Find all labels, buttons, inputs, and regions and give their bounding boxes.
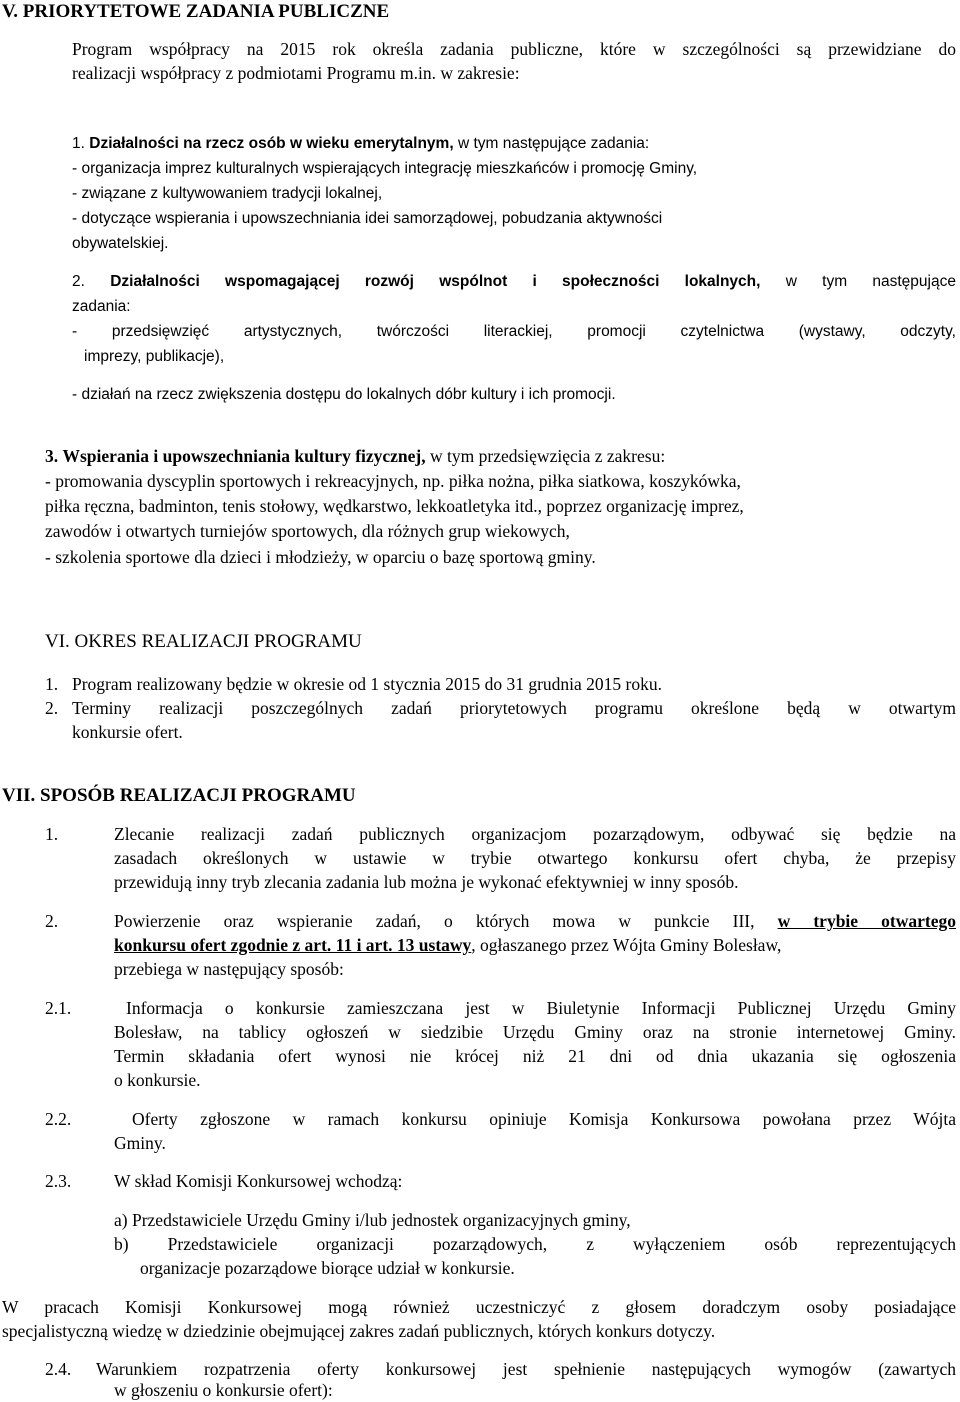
method-2-1-line4: o konkursie.	[114, 1070, 201, 1090]
task-2-title-line	[72, 270, 956, 294]
method-2-line3: przebiega w następujący sposób:	[114, 959, 344, 979]
method-2-number: 2.	[45, 911, 59, 931]
committee-member-a: a) Przedstawiciele Urzędu Gminy i/lub jednostek organizacyjnych gminy,	[114, 1210, 631, 1230]
task-3-title-rest: w tym przedsięwzięcia z zakresu:	[425, 446, 666, 466]
task-3-title-line	[45, 444, 665, 468]
task-2-title-rest: w tym następujące	[760, 273, 956, 290]
task-1-title-rest: w tym następujące zadania:	[453, 135, 650, 152]
method-2-2-line2: Gminy.	[114, 1133, 166, 1153]
task-1-line3: - związane z kultywowaniem tradycji lokalnej,	[72, 185, 383, 202]
method-1-line3: przewidują inny tryb zlecania zadania lub można je wykonać efektywniej w inny sposób.	[114, 872, 739, 892]
task-2-title: Działalności wspomagającej rozwój wspólnot i społeczności lokalnych,	[110, 273, 761, 290]
task-2-line4: imprezy, publikacje),	[84, 348, 225, 365]
period-item-1-number: 1.	[45, 674, 59, 694]
advisors-line1: W pracach Komisji Konkursowej mogą również uczestniczyć z głosem doradczym osoby posiadające	[2, 1297, 956, 1317]
period-item-2-number: 2.	[45, 698, 59, 718]
method-2-line2	[114, 933, 781, 957]
task-1-line4: - dotyczące wspierania i upowszechniania idei samorządowej, pobudzania aktywności	[72, 210, 663, 227]
task-1-title-line	[72, 132, 649, 156]
period-item-2-line1: Terminy realizacji poszczególnych zadań priorytetowych programu określone będą w otwartym	[72, 698, 956, 718]
method-2-2-line1: Oferty zgłoszone w ramach konkursu opiniuje Komisja Konkursowa powołana przez Wójta	[132, 1109, 956, 1129]
task-3-line2: - promowania dyscyplin sportowych i rekreacyjnych, np. piłka nożna, piłka siatkowa, koszykówka,	[45, 471, 741, 491]
task-2-number: 2.	[72, 273, 85, 290]
task-3-line5: - szkolenia sportowe dla dzieci i młodzieży, w oparciu o bazę sportową gminy.	[45, 547, 596, 567]
method-2-line1	[114, 909, 956, 933]
method-2-1-line1: Informacja o konkursie zamieszczana jest w Biuletynie Informacji Publicznej Urzędu Gminy	[126, 998, 956, 1018]
method-2-3-number: 2.3.	[45, 1171, 72, 1191]
period-item-1-text: Program realizowany będzie w okresie od 1 stycznia 2015 do 31 grudnia 2015 roku.	[72, 674, 662, 694]
method-2-3-line1: W skład Komisji Konkursowej wchodzą:	[114, 1171, 403, 1191]
task-3-title: Wspierania i upowszechniania kultury fizycznej,	[62, 446, 426, 466]
task-1-line2: - organizacja imprez kulturalnych wspierających integrację mieszkańców i promocję Gminy,	[72, 160, 698, 177]
method-2-line2-text: , ogłaszanego przez Wójta Gminy Bolesław,	[471, 935, 782, 955]
committee-member-b-line2: organizacje pozarządowe biorące udział w konkursie.	[140, 1258, 515, 1278]
method-2-1-number: 2.1.	[45, 998, 72, 1018]
method-2-1-line3: Termin składania ofert wynosi nie krócej niż 21 dni od dnia ukazania się ogłoszenia	[114, 1046, 956, 1066]
task-3-line3: piłka ręczna, badminton, tenis stołowy, wędkarstwo, lekkoatletyka itd., poprzez organizację imprez,	[45, 496, 744, 516]
method-1-line1: Zlecanie realizacji zadań publicznych organizacjom pozarządowym, odbywać się będzie na	[114, 824, 956, 844]
task-2-line3: - przedsięwzięć artystycznych, twórczości literackiej, promocji czytelnictwa (wystawy, odczyty,	[72, 323, 956, 340]
task-1-number: 1.	[72, 135, 85, 152]
method-2-4-line2: w głoszeniu o konkursie ofert):	[114, 1380, 333, 1400]
committee-member-b-line1: b) Przedstawiciele organizacji pozarządowych, z wyłączeniem osób reprezentujących	[114, 1234, 956, 1254]
method-2-4-line1: Warunkiem rozpatrzenia oferty konkursowej jest spełnienie następujących wymogów (zawartych	[96, 1359, 956, 1379]
method-2-1-line2: Bolesław, na tablicy ogłoszeń w siedzibie Urzędu Gminy oraz na stronie internetowej Gminy.	[114, 1022, 956, 1042]
section-v-intro-line2: realizacji współpracy z podmiotami Programu m.in. w zakresie:	[72, 63, 520, 83]
section-v-intro-line1: Program współpracy na 2015 rok określa zadania publiczne, które w szczególności są przewidziane do	[72, 39, 956, 59]
method-2-line2-emphasis: konkursu ofert zgodnie z art. 11 i art. 13 ustawy	[114, 935, 472, 955]
task-1-title: Działalności na rzecz osób w wieku emerytalnym,	[89, 135, 454, 152]
method-2-line1-text: Powierzenie oraz wspieranie zadań, o których mowa w punkcie III,	[114, 911, 778, 931]
task-3-number: 3.	[45, 446, 59, 466]
task-1-line5: obywatelskiej.	[72, 235, 169, 252]
section-vii-heading: VII. SPOSÓB REALIZACJI PROGRAMU	[2, 785, 356, 806]
method-2-4-number: 2.4.	[45, 1359, 72, 1379]
task-2-line2: zadania:	[72, 298, 131, 315]
task-2-line5: - działań na rzecz zwiększenia dostępu do lokalnych dóbr kultury i ich promocji.	[72, 386, 616, 403]
method-1-number: 1.	[45, 824, 59, 844]
period-item-2-line2: konkursie ofert.	[72, 722, 183, 742]
method-2-line1-emphasis: w trybie otwartego	[777, 911, 956, 931]
section-v-heading: V. PRIORYTETOWE ZADANIA PUBLICZNE	[2, 1, 390, 22]
task-3-line4: zawodów i otwartych turniejów sportowych, dla różnych grup wiekowych,	[45, 521, 570, 541]
advisors-line2: specjalistyczną wiedzę w dziedzinie obejmującej zakres zadań publicznych, których konkurs dotyczy.	[2, 1321, 716, 1341]
method-2-2-number: 2.2.	[45, 1109, 72, 1129]
section-vi-heading: VI. OKRES REALIZACJI PROGRAMU	[45, 631, 362, 652]
method-1-line2: zasadach określonych w ustawie w trybie otwartego konkursu ofert chyba, że przepisy	[114, 848, 956, 868]
